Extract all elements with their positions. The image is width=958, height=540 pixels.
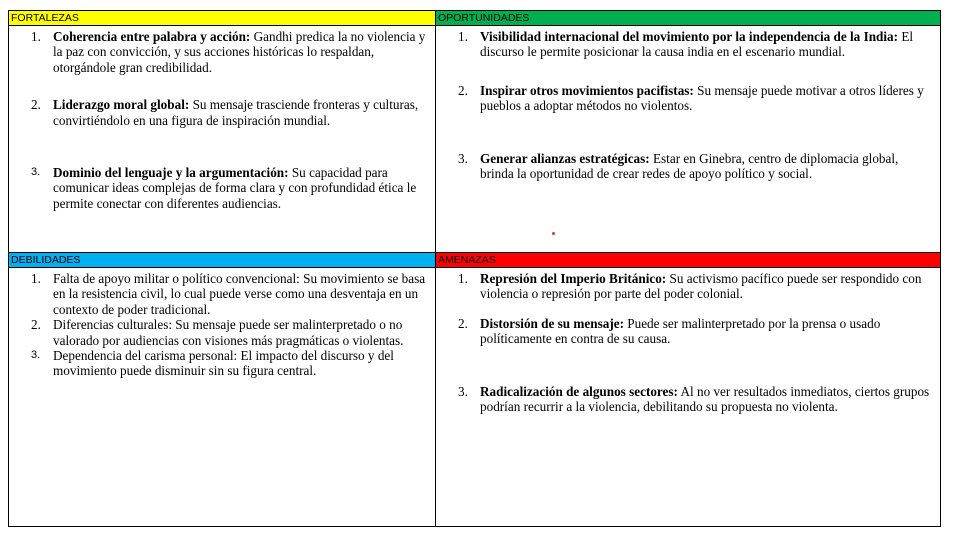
amenazas-header: AMENAZAS <box>436 253 940 268</box>
item-title: Liderazgo moral global: <box>53 97 190 113</box>
item-number: 3. <box>458 383 468 399</box>
debilidades-item-2 <box>9 317 427 348</box>
fortalezas-item-3 <box>9 165 427 211</box>
item-text: Dependencia del carisma personal: El impacto del discurso y del movimiento puede disminuir sin su figura central. <box>53 348 394 379</box>
item-number: 1. <box>31 271 41 286</box>
item-text: Al no ver resultados inmediatos, ciertos grupos podrían recurrir a la violencia, debilitando su propuesta no violenta. <box>480 383 930 415</box>
amenazas-list <box>436 271 931 414</box>
item-number: 1. <box>458 29 468 44</box>
fortalezas-item-2 <box>9 97 427 128</box>
debilidades-item-3 <box>9 348 427 379</box>
fortalezas-header: FORTALEZAS <box>9 11 435 26</box>
amenazas-item-2 <box>436 316 931 347</box>
item-number: 3. <box>458 150 468 166</box>
item-text: Estar en Ginebra, centro de diplomacia global, brinda la oportunidad de crear redes de apoyo político y social. <box>480 150 899 182</box>
item-text: El discurso le permite posicionar la causa india en el escenario mundial. <box>480 29 914 60</box>
item-number: 1. <box>31 29 41 44</box>
item-title: Inspirar otros movimientos pacifistas: <box>480 82 694 98</box>
debilidades-list <box>9 271 427 379</box>
item-title: Dominio del lenguaje y la argumentación: <box>53 165 289 181</box>
item-number: 3. <box>31 166 41 179</box>
item-title: Visibilidad internacional del movimiento por la independencia de la India: <box>480 29 899 44</box>
item-text: Puede ser malinterpretado por la prensa o usado políticamente en contra de su causa. <box>480 315 881 347</box>
item-text: Diferencias culturales: Su mensaje puede ser malinterpretado o no valorado por audiencias con visiones más pragmáticas o violentas. <box>53 317 404 348</box>
item-title: Coherencia entre palabra y acción: <box>53 29 251 44</box>
item-text: Su mensaje puede motivar a otros líderes y pueblos a adoptar métodos no violentos. <box>480 82 924 114</box>
oportunidades-item-2 <box>436 83 931 114</box>
item-title: Generar alianzas estratégicas: <box>480 150 650 166</box>
oportunidades-header: OPORTUNIDADES <box>436 11 940 26</box>
swot-table <box>8 10 941 527</box>
fortalezas-list <box>9 29 427 211</box>
item-text: Su mensaje trasciende fronteras y culturas, convirtiéndolo en una figura de inspiración mundial. <box>53 97 419 128</box>
item-number: 1. <box>458 271 468 286</box>
item-number: 2. <box>31 317 41 333</box>
item-title: Represión del Imperio Británico: <box>480 271 667 286</box>
item-number: 2. <box>458 82 468 98</box>
item-number: 2. <box>31 97 41 113</box>
amenazas-item-1 <box>436 271 931 302</box>
oportunidades-item-1 <box>436 29 931 60</box>
fortalezas-item-1 <box>9 29 427 75</box>
oportunidades-list <box>436 29 931 181</box>
oportunidades-item-3 <box>436 151 931 182</box>
red-dot-mark <box>552 232 555 235</box>
item-number: 2. <box>458 315 468 331</box>
item-number: 3. <box>31 349 41 362</box>
item-title: Radicalización de algunos sectores: <box>480 383 678 399</box>
amenazas-item-3 <box>436 384 931 415</box>
item-text: Gandhi predica la no violencia y la paz con convicción, y sus acciones históricas lo respaldan, otorgándole gran credibilidad. <box>53 29 426 75</box>
item-text: Su activismo pacífico puede ser respondido con violencia o represión por parte del poder colonial. <box>480 271 922 302</box>
item-title: Distorsión de su mensaje: <box>480 315 624 331</box>
debilidades-item-1 <box>9 271 427 317</box>
debilidades-header: DEBILIDADES <box>9 253 435 268</box>
item-text: Su capacidad para comunicar ideas complejas de forma clara y con profundidad ética le permite conectar con diferentes audiencias. <box>53 165 417 211</box>
item-text: Falta de apoyo militar o político convencional: Su movimiento se basa en la resistencia civil, lo cual puede verse como una desventaja en un contexto de poder tradicional. <box>53 271 426 317</box>
